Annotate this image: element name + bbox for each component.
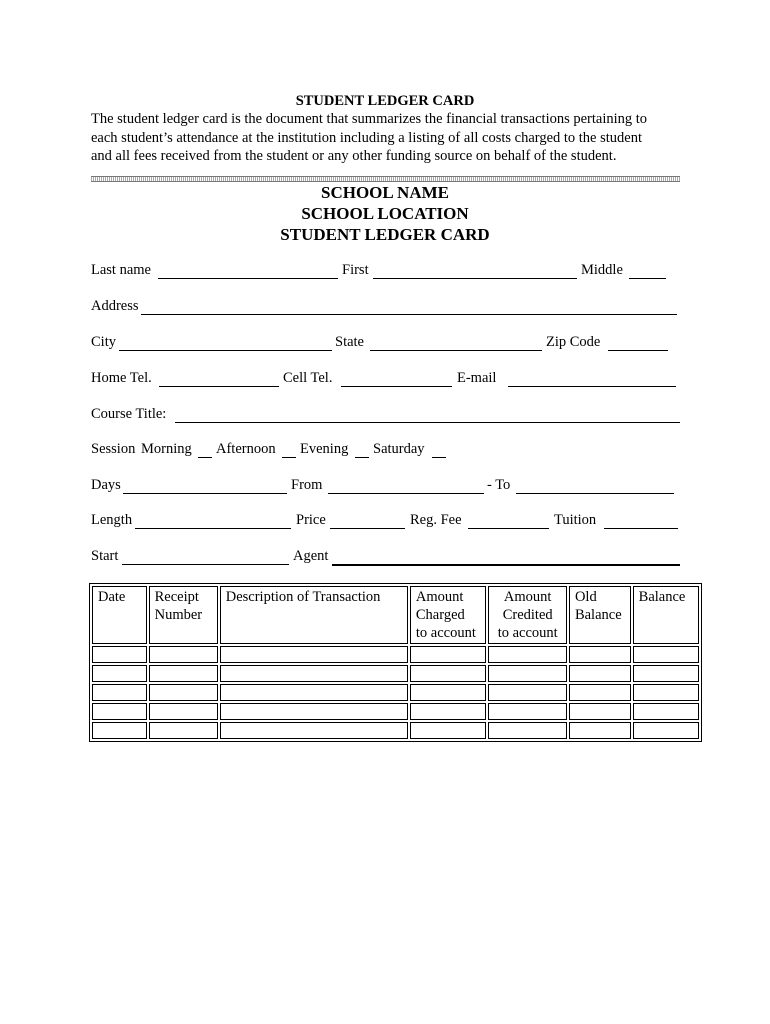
evening-check[interactable] xyxy=(355,457,369,458)
email-field[interactable] xyxy=(508,386,676,387)
card-title: STUDENT LEDGER CARD xyxy=(280,225,490,244)
days-field[interactable] xyxy=(123,493,287,494)
header-receipt-number: Receipt Number xyxy=(149,586,218,644)
table-row xyxy=(92,703,699,720)
cell-tel-field[interactable] xyxy=(341,386,452,387)
days-label: Days xyxy=(91,477,121,493)
from-field[interactable] xyxy=(328,493,484,494)
length-label: Length xyxy=(91,512,133,528)
morning-check[interactable] xyxy=(198,457,212,458)
agent-field[interactable] xyxy=(332,564,680,566)
evening-label: Evening xyxy=(300,441,349,457)
table-row xyxy=(92,646,699,663)
cell-tel-label: Cell Tel. xyxy=(283,370,333,386)
header-amount-credited: Amount Credited to account xyxy=(488,586,566,644)
header-amount-charged: Amount Charged to account xyxy=(410,586,487,644)
start-field[interactable] xyxy=(122,564,289,565)
last-name-label: Last name xyxy=(91,262,151,278)
length-field[interactable] xyxy=(135,528,291,529)
home-tel-label: Home Tel. xyxy=(91,370,152,386)
agent-label: Agent xyxy=(293,548,329,564)
state-field[interactable] xyxy=(370,350,542,351)
first-name-label: First xyxy=(342,262,369,278)
price-label: Price xyxy=(296,512,326,528)
middle-name-field[interactable] xyxy=(629,278,666,279)
reg-fee-field[interactable] xyxy=(468,528,549,529)
saturday-check[interactable] xyxy=(432,457,446,458)
to-label: - To xyxy=(487,477,511,493)
intro-line: The student ledger card is the document that summarizes the financial transactions pertaining to xyxy=(91,111,648,127)
morning-label: Morning xyxy=(141,441,192,457)
first-name-field[interactable] xyxy=(373,278,577,279)
ledger-table xyxy=(89,583,702,742)
school-location: SCHOOL LOCATION xyxy=(301,204,469,223)
afternoon-label: Afternoon xyxy=(216,441,276,457)
address-field[interactable] xyxy=(141,314,677,315)
reg-fee-label: Reg. Fee xyxy=(410,512,462,528)
intro-line: and all fees received from the student or any other funding source on behalf of the student. xyxy=(91,148,617,164)
zip-field[interactable] xyxy=(608,350,668,351)
state-label: State xyxy=(335,334,364,350)
header-balance: Balance xyxy=(633,586,699,644)
to-field[interactable] xyxy=(516,493,674,494)
afternoon-check[interactable] xyxy=(282,457,296,458)
city-label: City xyxy=(91,334,116,350)
header-date: Date xyxy=(92,586,147,644)
tuition-field[interactable] xyxy=(604,528,678,529)
header-description: Description of Transaction xyxy=(220,586,408,644)
header-old-balance: Old Balance xyxy=(569,586,631,644)
table-row xyxy=(92,722,699,739)
price-field[interactable] xyxy=(330,528,405,529)
saturday-label: Saturday xyxy=(373,441,425,457)
divider-rule xyxy=(91,176,680,182)
from-label: From xyxy=(291,477,323,493)
city-field[interactable] xyxy=(119,350,332,351)
intro-title: STUDENT LEDGER CARD xyxy=(295,93,475,109)
school-name: SCHOOL NAME xyxy=(321,183,449,202)
address-label: Address xyxy=(91,298,139,314)
course-title-label: Course Title: xyxy=(91,406,167,422)
intro-line: each student’s attendance at the institution including a listing of all costs charged to the student xyxy=(91,130,643,146)
course-title-field[interactable] xyxy=(175,422,680,423)
session-label: Session xyxy=(91,441,136,457)
table-header-row xyxy=(92,586,699,644)
last-name-field[interactable] xyxy=(158,278,338,279)
table-row xyxy=(92,665,699,682)
start-label: Start xyxy=(91,548,119,564)
tuition-label: Tuition xyxy=(554,512,597,528)
middle-name-label: Middle xyxy=(581,262,623,278)
email-label: E-mail xyxy=(457,370,497,386)
zip-label: Zip Code xyxy=(546,334,601,350)
table-row xyxy=(92,684,699,701)
home-tel-field[interactable] xyxy=(159,386,279,387)
